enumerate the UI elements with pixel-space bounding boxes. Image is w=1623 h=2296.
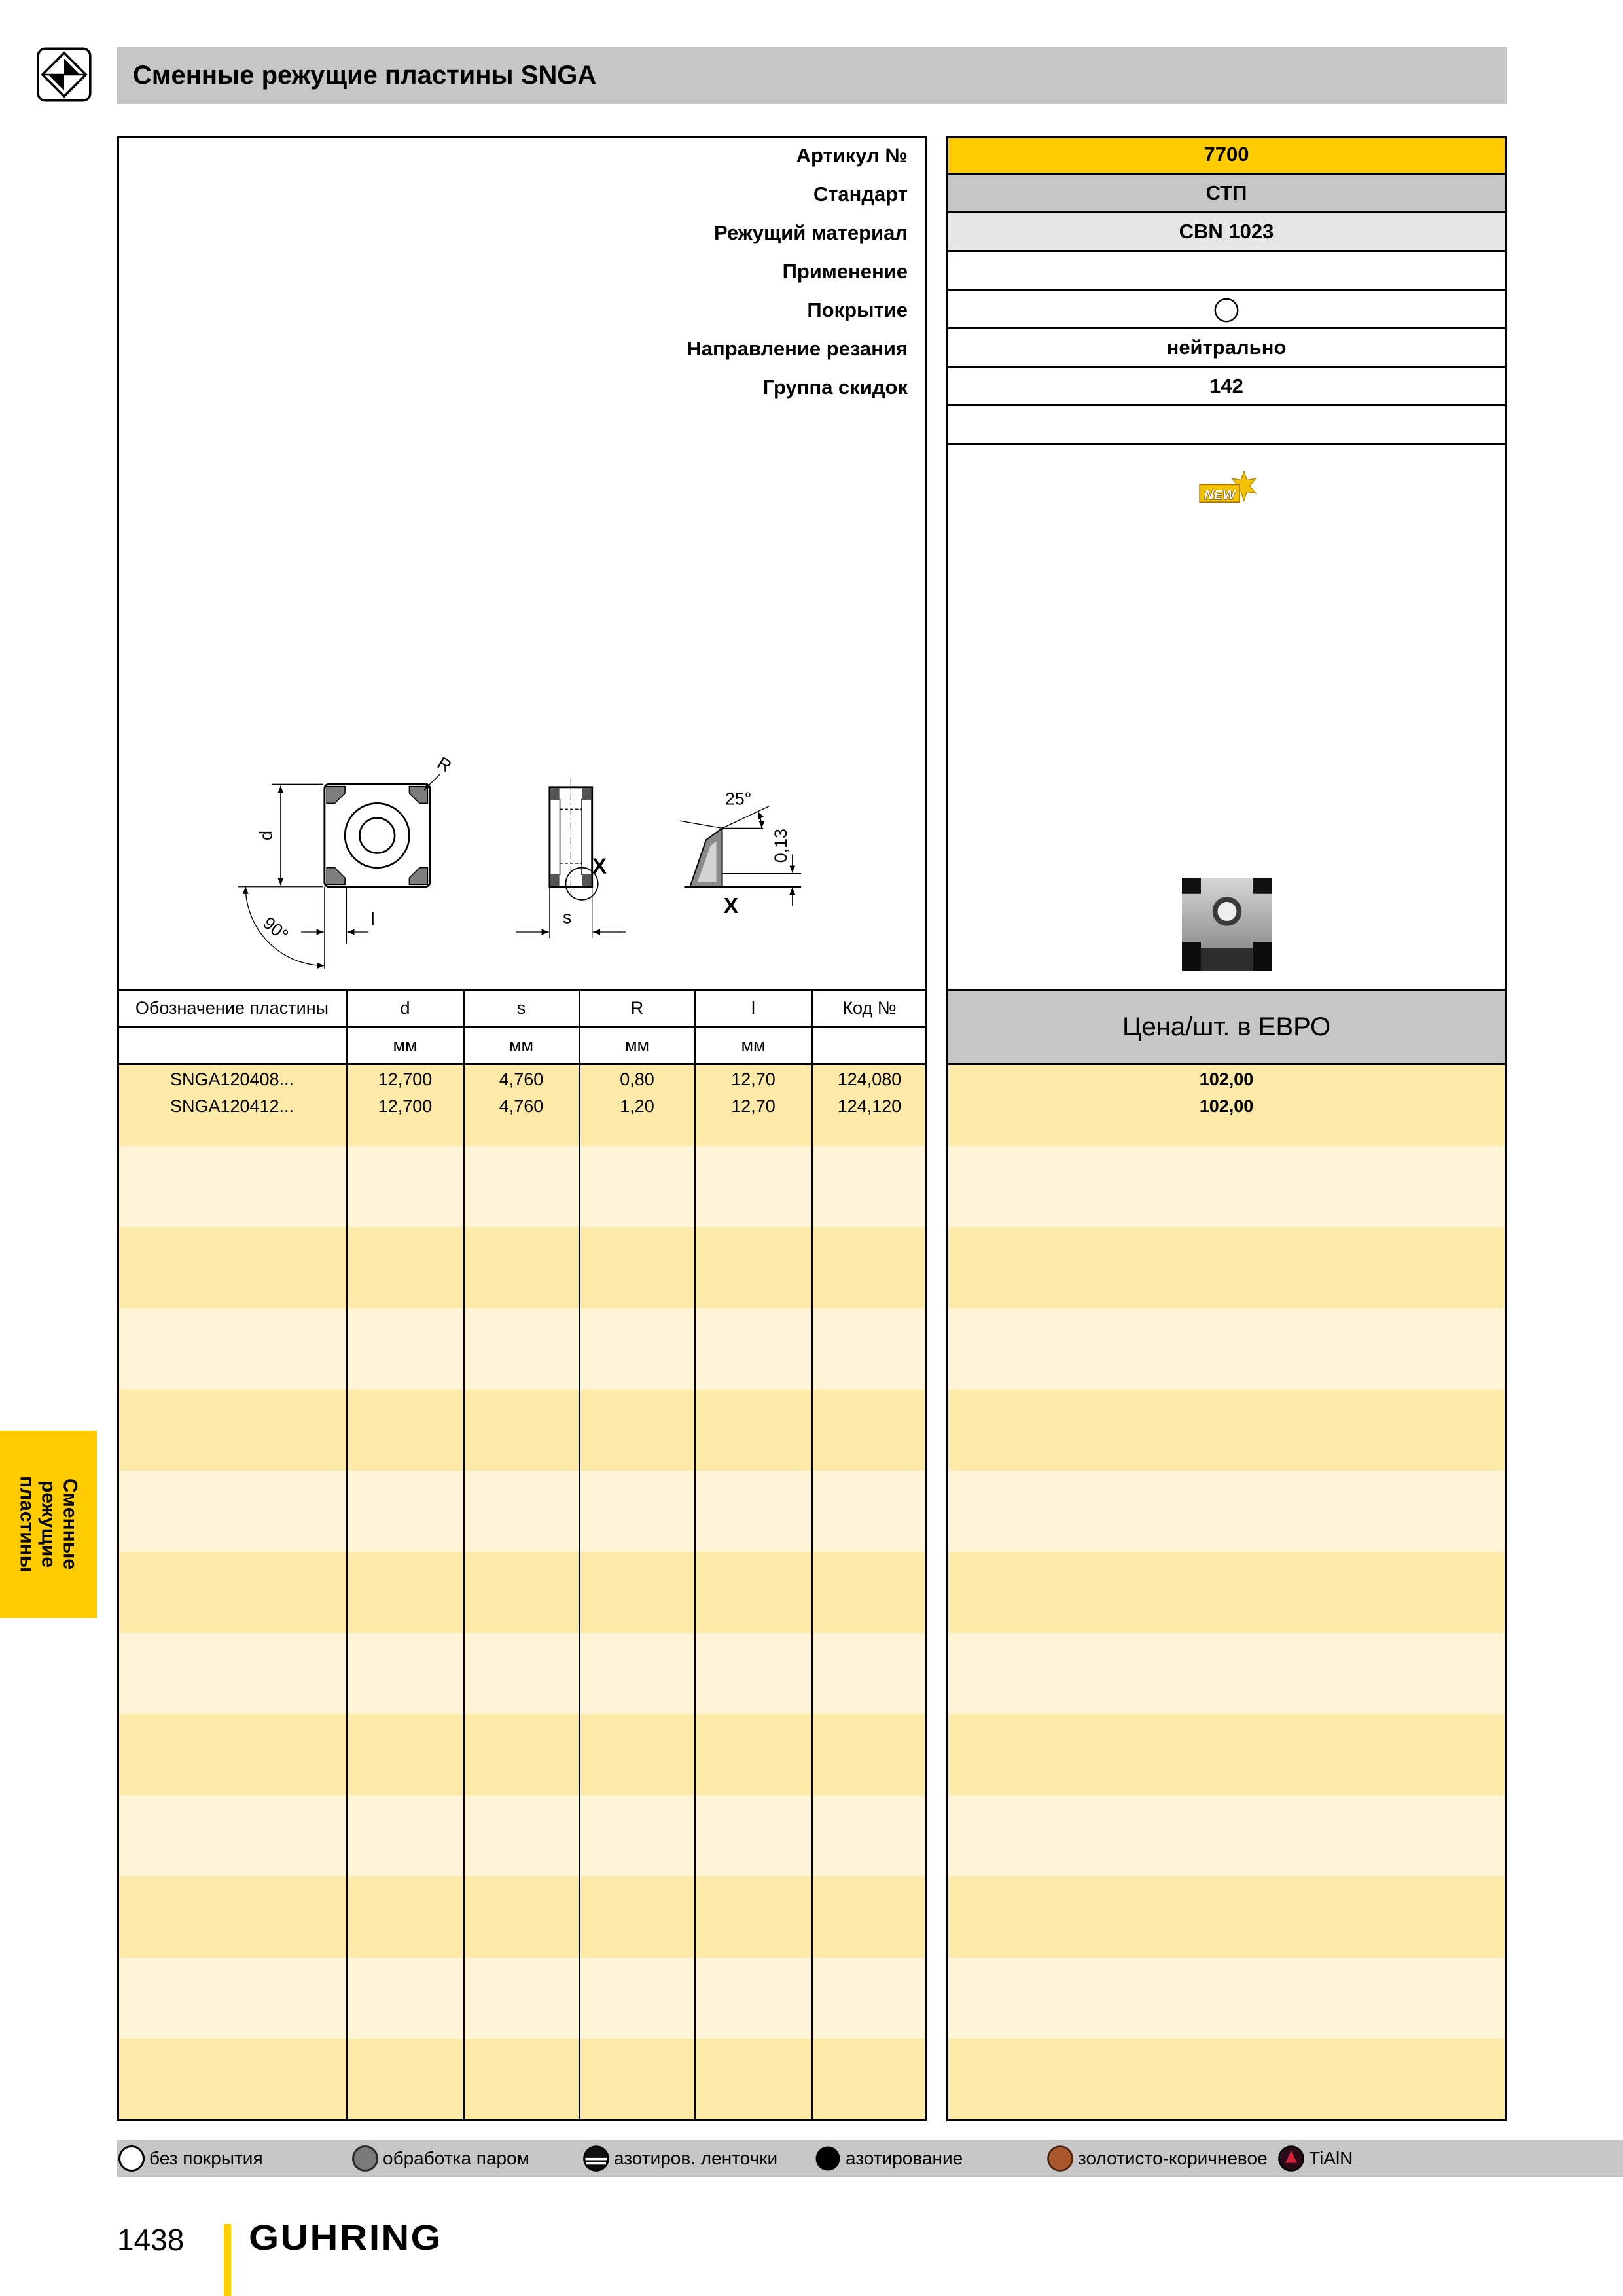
column-divider — [694, 989, 696, 2121]
table-cell-code: 124,080 — [837, 1069, 902, 1089]
coating-value — [946, 291, 1507, 329]
legend-label: азотиров. ленточки — [614, 2148, 778, 2168]
legend-item-steam — [351, 2140, 529, 2177]
spec-label-application: Применение — [782, 260, 908, 283]
footer-accent-bar — [224, 2224, 231, 2296]
price-column-header: Цена/шт. в ЕВРО — [946, 989, 1507, 1065]
spec-labels — [117, 136, 908, 406]
nitrided-strips-circle-icon — [582, 2144, 611, 2173]
top-view-drawing — [238, 774, 440, 969]
chamfer-angle-arc — [758, 812, 762, 828]
steam-treated-circle-icon — [351, 2144, 380, 2173]
legend-item-nitrided-strips — [582, 2140, 777, 2177]
spec-label-article: Артикул № — [796, 144, 908, 167]
brand-logo: GUHRING — [249, 2218, 442, 2257]
column-divider — [346, 989, 348, 2121]
new-badge-label: NEW — [1204, 488, 1236, 503]
radius-label: R — [434, 753, 455, 777]
legend-label: без покрытия — [149, 2148, 263, 2168]
standard-value: СТП — [946, 175, 1507, 213]
price-value: 102,00 — [1199, 1096, 1254, 1116]
nitrided-circle-icon — [813, 2144, 842, 2173]
chamfer-angle-label: 25° — [724, 789, 752, 809]
spec-values — [946, 136, 1507, 445]
tialn-circle-icon — [1277, 2144, 1306, 2173]
legend-label: азотирование — [846, 2148, 963, 2168]
price-value: 102,00 — [1199, 1069, 1254, 1089]
insert-hole-inner — [359, 818, 395, 853]
column-header-r: R — [630, 998, 644, 1018]
column-header-d: d — [400, 998, 410, 1018]
material-value: CBN 1023 — [946, 213, 1507, 252]
article-number-value: 7700 — [946, 136, 1507, 175]
page-number: 1438 — [117, 2223, 185, 2257]
spec-label-standard: Стандарт — [813, 183, 908, 206]
table-cell-r: 1,20 — [620, 1096, 654, 1116]
detail-mark-label: X — [592, 854, 607, 879]
table-cell-l: 12,70 — [731, 1069, 776, 1089]
application-value — [946, 252, 1507, 291]
price-header-top-line — [946, 989, 1507, 991]
legend-item-gold-brown — [1046, 2140, 1268, 2177]
title-bar — [117, 47, 1507, 104]
thickness-label: s — [563, 907, 572, 927]
page-title: Сменные режущие пластины SNGA — [133, 61, 597, 90]
table-top-line — [117, 989, 927, 991]
spec-label-discount-group: Группа скидок — [762, 376, 908, 399]
section-side-tab — [0, 1431, 97, 1618]
table-cell-d: 12,700 — [378, 1096, 433, 1116]
side-tip-bottom-left — [550, 874, 559, 886]
side-tab-line: Сменные — [59, 1479, 81, 1570]
column-header-code: Код № — [842, 998, 897, 1018]
column-divider — [463, 989, 465, 2121]
rake-face-extension — [680, 821, 722, 828]
table-header-line — [117, 1026, 927, 1028]
table-cell-d: 12,700 — [378, 1069, 433, 1089]
column-header-l: l — [751, 998, 755, 1018]
detail-title-label: X — [723, 893, 739, 918]
legend-item-uncoated — [117, 2140, 263, 2177]
spec-label-direction: Направление резания — [687, 337, 908, 360]
side-tip-top-right — [582, 788, 591, 800]
table-cell-l: 12,70 — [731, 1096, 776, 1116]
diameter-label: d — [256, 831, 276, 841]
unit-l: мм — [741, 1035, 766, 1055]
legend-label: TiAlN — [1309, 2148, 1353, 2168]
side-tab-label — [16, 1476, 81, 1572]
column-header-s: s — [516, 998, 526, 1018]
uncoated-circle-icon — [117, 2144, 146, 2173]
column-divider — [579, 989, 580, 2121]
column-header-designation: Обозначение пластины — [135, 998, 329, 1018]
spec-label-material: Режущий материал — [714, 221, 908, 244]
unit-r: мм — [624, 1035, 650, 1055]
insert-product-image — [1182, 878, 1272, 971]
chamfer-width-label: 0,13 — [770, 829, 791, 863]
table-cell-code: 124,120 — [837, 1096, 902, 1116]
side-tab-line: пластины — [16, 1476, 38, 1573]
table-cell-r: 0,80 — [620, 1069, 654, 1089]
corner-angle-label: 90° — [259, 912, 293, 945]
side-tip-top-left — [550, 788, 559, 800]
cutting-direction-value: нейтрально — [946, 329, 1507, 368]
table-units-line — [117, 1063, 927, 1065]
gold-brown-circle-icon — [1046, 2144, 1075, 2173]
insert-technical-drawing — [219, 746, 819, 980]
legend-label: обработка паром — [383, 2148, 529, 2168]
table-cell-designation: SNGA120412... — [169, 1096, 294, 1116]
new-badge — [1198, 471, 1258, 507]
legend-item-tialn — [1277, 2140, 1353, 2177]
r-leader-line — [424, 774, 440, 791]
side-tip-bottom-right — [582, 874, 591, 886]
length-label: l — [370, 908, 375, 929]
table-cell-designation: SNGA120408... — [169, 1069, 294, 1089]
price-header-bottom-line — [946, 1063, 1507, 1065]
table-body-background — [117, 1065, 927, 2121]
empty-spec-value — [946, 406, 1507, 445]
unit-d: мм — [393, 1035, 418, 1055]
uncoated-circle-icon — [1213, 297, 1240, 323]
side-tab-line: режущие — [37, 1480, 60, 1568]
compass-diamond-icon — [37, 47, 92, 102]
table-cell-s: 4,760 — [499, 1096, 544, 1116]
unit-s: мм — [508, 1035, 534, 1055]
column-divider — [811, 989, 813, 2121]
discount-group-value: 142 — [946, 368, 1507, 406]
price-body-background — [946, 1065, 1507, 2121]
legend-label: золотисто-коричневое — [1078, 2148, 1268, 2168]
spec-label-coating: Покрытие — [807, 298, 908, 321]
table-cell-s: 4,760 — [499, 1069, 544, 1089]
legend-item-nitrided — [813, 2140, 963, 2177]
